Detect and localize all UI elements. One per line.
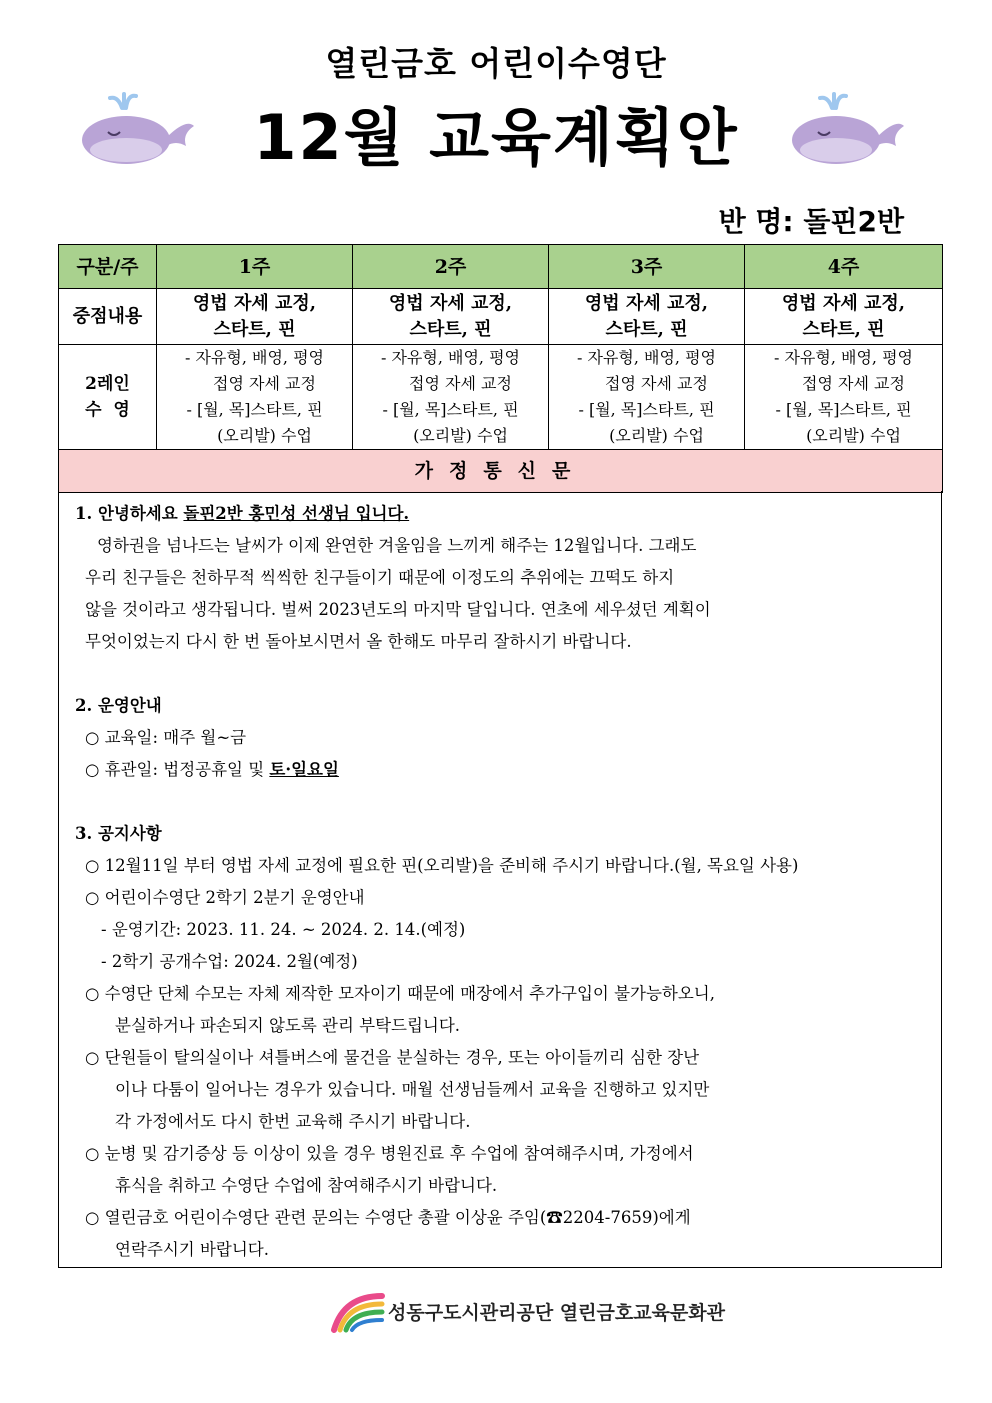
notice-line: ○ 단원들이 탈의실이나 셔틀버스에 물건을 분실하는 경우, 또는 아이들끼리 심한 장난 xyxy=(85,1048,700,1067)
notice-line: - 2학기 공개수업: 2024. 2월(예정) xyxy=(101,952,358,971)
focus-cell: 영법 자세 교정, 스타트, 핀 xyxy=(157,289,353,345)
notice-line: - 운영기간: 2023. 11. 24. ~ 2024. 2. 14.(예정) xyxy=(101,920,466,939)
info-line: ○ 휴관일: 법정공휴일 및 토·일요일 xyxy=(85,760,339,779)
notice-line: ○ 12월11일 부터 영법 자세 교정에 필요한 핀(오리발)을 준비해 주시기 바랍니다.(월, 목요일 사용) xyxy=(85,856,799,875)
lane-cell: - 자유형, 배영, 평영 접영 자세 교정 - [월, 목]스타트, 핀 (오리발) 수업 xyxy=(353,345,549,450)
focus-cell: 영법 자세 교정, 스타트, 핀 xyxy=(745,289,943,345)
notice-line: ○ 어린이수영단 2학기 2분기 운영안내 xyxy=(85,888,365,907)
notice-line: 분실하거나 파손되지 않도록 관리 부탁드립니다. xyxy=(115,1016,461,1035)
info-line: ○ 교육일: 매주 월~금 xyxy=(85,728,247,747)
newsletter-band-row xyxy=(59,450,943,493)
lane-cell: - 자유형, 배영, 평영 접영 자세 교정 - [월, 목]스타트, 핀 (오리발) 수업 xyxy=(549,345,745,450)
notice-line: 연락주시기 바랍니다. xyxy=(115,1240,269,1259)
section-1-title: 1. 안녕하세요 돌핀2반 홍민성 선생님 입니다. xyxy=(75,504,410,523)
paragraph-line: 않을 것이라고 생각됩니다. 벌써 2023년도의 마지막 달입니다. 연초에 세우셨던 계획이 xyxy=(85,600,711,619)
header-subtitle: 열린금호 어린이수영단 xyxy=(325,44,667,83)
notice-line: ○ 눈병 및 감기증상 등 이상이 있을 경우 병원진료 후 수업에 참여해주시며, 가정에서 xyxy=(85,1144,694,1163)
week-header: 1주 xyxy=(157,245,353,289)
week-header: 4주 xyxy=(745,245,943,289)
paragraph-line: 영하권을 넘나드는 날씨가 이제 완연한 겨울임을 느끼게 해주는 12월입니다. 그래도 xyxy=(97,536,697,555)
newsletter-band: 가정통신문 xyxy=(59,450,943,493)
notice-line: 이나 다툼이 일어나는 경우가 있습니다. 매월 선생님들께서 교육을 진행하고 있지만 xyxy=(115,1080,710,1099)
section-3-title: 3. 공지사항 xyxy=(75,824,162,843)
class-name: 반 명: 돌핀2반 xyxy=(718,205,904,238)
page-title: 12월 교육계획안 xyxy=(253,101,739,174)
week-header: 3주 xyxy=(549,245,745,289)
lane-cell: - 자유형, 배영, 평영 접영 자세 교정 - [월, 목]스타트, 핀 (오리발) 수업 xyxy=(157,345,353,450)
footer-logo xyxy=(330,1290,725,1334)
rainbow-logo-icon xyxy=(330,1290,386,1334)
lane-label: 2레인 수 영 xyxy=(59,345,157,450)
focus-row xyxy=(59,289,943,345)
focus-cell: 영법 자세 교정, 스타트, 핀 xyxy=(549,289,745,345)
notice-line: 각 가정에서도 다시 한번 교육해 주시기 바랍니다. xyxy=(115,1112,471,1131)
table-header-row xyxy=(59,245,943,289)
lane-row xyxy=(59,345,943,450)
notice-line: 휴식을 취하고 수영단 수업에 참여해주시기 바랍니다. xyxy=(115,1176,498,1195)
week-header: 2주 xyxy=(353,245,549,289)
paragraph-line: 우리 친구들은 천하무적 씩씩한 친구들이기 때문에 이정도의 추위에는 끄떡도 하지 xyxy=(85,568,675,587)
lane-cell: - 자유형, 배영, 평영 접영 자세 교정 - [월, 목]스타트, 핀 (오리발) 수업 xyxy=(745,345,943,450)
section-2-title: 2. 운영안내 xyxy=(75,696,162,715)
focus-cell: 영법 자세 교정, 스타트, 핀 xyxy=(353,289,549,345)
paragraph-line: 무엇이었는지 다시 한 번 돌아보시면서 올 한해도 마무리 잘하시기 바랍니다. xyxy=(85,632,632,651)
newsletter-body xyxy=(58,491,942,1268)
corner-cell: 구분/주 xyxy=(59,245,157,289)
focus-label: 중점내용 xyxy=(59,289,157,345)
footer-org-name: 성동구도시관리공단 열린금호교육문화관 xyxy=(388,1302,725,1324)
notice-line: ○ 열린금호 어린이수영단 관련 문의는 수영단 총괄 이상윤 주임(☎2204-7659)에게 xyxy=(85,1208,691,1227)
plan-table xyxy=(58,244,943,493)
notice-line: ○ 수영단 단체 수모는 자체 제작한 모자이기 때문에 매장에서 추가구입이 불가능하오니, xyxy=(85,984,715,1003)
